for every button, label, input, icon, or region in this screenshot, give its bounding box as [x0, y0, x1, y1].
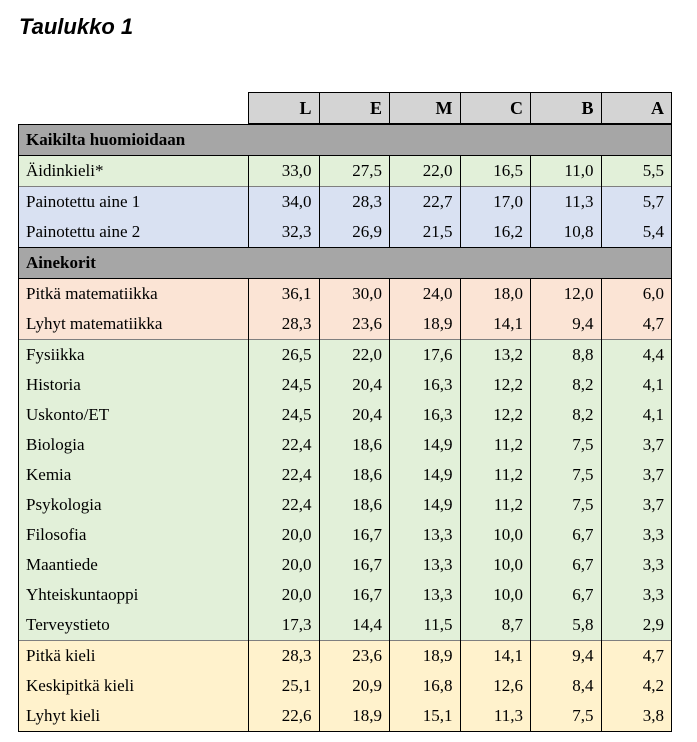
- page-title: Taulukko 1: [19, 14, 134, 39]
- score-cell: 6,7: [531, 520, 602, 550]
- score-cell: 23,6: [319, 309, 390, 340]
- score-cell: 18,6: [319, 490, 390, 520]
- table-row: [19, 610, 672, 641]
- score-cell: 5,8: [531, 610, 602, 641]
- score-cell: 6,7: [531, 550, 602, 580]
- score-cell: 8,7: [460, 610, 531, 641]
- table-row: [19, 580, 672, 610]
- score-cell: 11,2: [460, 460, 531, 490]
- score-cell: 11,5: [390, 610, 461, 641]
- subject-name: Biologia: [19, 430, 249, 460]
- score-cell: 18,6: [319, 460, 390, 490]
- score-cell: 3,3: [601, 580, 672, 610]
- section-header-row: [19, 248, 672, 279]
- column-header: B: [531, 93, 602, 125]
- table-row: [19, 520, 672, 550]
- table-row: [19, 490, 672, 520]
- score-cell: 16,3: [390, 370, 461, 400]
- score-cell: 7,5: [531, 701, 602, 732]
- table-row: [19, 701, 672, 732]
- subject-name: Psykologia: [19, 490, 249, 520]
- column-header: A: [601, 93, 672, 125]
- table-row: [19, 279, 672, 310]
- section-header-row: [19, 124, 672, 156]
- score-cell: 10,8: [531, 217, 602, 248]
- column-header: M: [390, 93, 461, 125]
- subject-name: Fysiikka: [19, 340, 249, 371]
- score-cell: 11,2: [460, 430, 531, 460]
- score-cell: 30,0: [319, 279, 390, 310]
- score-cell: 8,8: [531, 340, 602, 371]
- score-table: [18, 92, 672, 732]
- score-cell: 14,4: [319, 610, 390, 641]
- score-cell: 5,4: [601, 217, 672, 248]
- score-cell: 12,2: [460, 370, 531, 400]
- table-row: [19, 550, 672, 580]
- table-row: [19, 309, 672, 340]
- score-cell: 13,3: [390, 520, 461, 550]
- table-row: [19, 641, 672, 672]
- score-cell: 11,2: [460, 490, 531, 520]
- score-cell: 16,2: [460, 217, 531, 248]
- score-cell: 32,3: [249, 217, 320, 248]
- score-cell: 7,5: [531, 490, 602, 520]
- score-cell: 12,0: [531, 279, 602, 310]
- score-cell: 8,4: [531, 671, 602, 701]
- score-cell: 16,5: [460, 156, 531, 187]
- score-cell: 17,6: [390, 340, 461, 371]
- table-row: [19, 430, 672, 460]
- score-cell: 15,1: [390, 701, 461, 732]
- score-cell: 14,9: [390, 430, 461, 460]
- score-cell: 24,5: [249, 400, 320, 430]
- score-cell: 28,3: [249, 309, 320, 340]
- subject-name: Lyhyt matematiikka: [19, 309, 249, 340]
- subject-name: Painotettu aine 1: [19, 187, 249, 218]
- score-cell: 4,1: [601, 370, 672, 400]
- subject-name: Pitkä matematiikka: [19, 279, 249, 310]
- score-cell: 13,2: [460, 340, 531, 371]
- table-row: [19, 400, 672, 430]
- score-cell: 11,0: [531, 156, 602, 187]
- score-cell: 20,0: [249, 580, 320, 610]
- column-header: L: [249, 93, 320, 125]
- subject-name: Kemia: [19, 460, 249, 490]
- score-cell: 8,2: [531, 400, 602, 430]
- header-corner: [19, 93, 249, 125]
- score-cell: 8,2: [531, 370, 602, 400]
- table-row: [19, 187, 672, 218]
- score-cell: 12,6: [460, 671, 531, 701]
- table-row: [19, 340, 672, 371]
- score-cell: 16,7: [319, 550, 390, 580]
- score-cell: 11,3: [531, 187, 602, 218]
- score-cell: 13,3: [390, 550, 461, 580]
- subject-name: Yhteiskuntaoppi: [19, 580, 249, 610]
- score-cell: 3,7: [601, 490, 672, 520]
- score-cell: 5,5: [601, 156, 672, 187]
- score-cell: 9,4: [531, 641, 602, 672]
- score-cell: 20,0: [249, 550, 320, 580]
- score-cell: 16,8: [390, 671, 461, 701]
- score-cell: 9,4: [531, 309, 602, 340]
- score-cell: 10,0: [460, 580, 531, 610]
- score-cell: 14,1: [460, 641, 531, 672]
- subject-name: Terveystieto: [19, 610, 249, 641]
- section-label: Ainekorit: [19, 248, 672, 279]
- score-cell: 27,5: [319, 156, 390, 187]
- section-label: Kaikilta huomioidaan: [19, 124, 672, 156]
- column-header: E: [319, 93, 390, 125]
- score-cell: 4,2: [601, 671, 672, 701]
- table-row: [19, 217, 672, 248]
- subject-name: Historia: [19, 370, 249, 400]
- score-cell: 24,0: [390, 279, 461, 310]
- score-cell: 4,4: [601, 340, 672, 371]
- score-cell: 25,1: [249, 671, 320, 701]
- score-cell: 14,9: [390, 490, 461, 520]
- score-cell: 18,0: [460, 279, 531, 310]
- score-cell: 20,0: [249, 520, 320, 550]
- score-cell: 16,7: [319, 520, 390, 550]
- score-cell: 7,5: [531, 430, 602, 460]
- score-cell: 16,7: [319, 580, 390, 610]
- score-cell: 7,5: [531, 460, 602, 490]
- score-cell: 4,7: [601, 641, 672, 672]
- score-cell: 23,6: [319, 641, 390, 672]
- score-cell: 33,0: [249, 156, 320, 187]
- table-row: [19, 156, 672, 187]
- subject-name: Äidinkieli*: [19, 156, 249, 187]
- score-cell: 4,7: [601, 309, 672, 340]
- score-cell: 20,4: [319, 370, 390, 400]
- score-cell: 21,5: [390, 217, 461, 248]
- score-cell: 18,9: [319, 701, 390, 732]
- score-cell: 14,9: [390, 460, 461, 490]
- score-cell: 22,7: [390, 187, 461, 218]
- score-cell: 22,4: [249, 490, 320, 520]
- score-cell: 6,7: [531, 580, 602, 610]
- score-cell: 22,6: [249, 701, 320, 732]
- score-cell: 3,7: [601, 460, 672, 490]
- score-cell: 22,4: [249, 430, 320, 460]
- score-cell: 26,5: [249, 340, 320, 371]
- score-cell: 18,9: [390, 309, 461, 340]
- subject-name: Maantiede: [19, 550, 249, 580]
- score-cell: 18,6: [319, 430, 390, 460]
- score-cell: 34,0: [249, 187, 320, 218]
- score-cell: 10,0: [460, 550, 531, 580]
- score-cell: 20,4: [319, 400, 390, 430]
- score-cell: 26,9: [319, 217, 390, 248]
- score-cell: 3,3: [601, 520, 672, 550]
- subject-name: Painotettu aine 2: [19, 217, 249, 248]
- score-cell: 6,0: [601, 279, 672, 310]
- score-cell: 16,3: [390, 400, 461, 430]
- table-body: [19, 124, 672, 732]
- score-cell: 22,4: [249, 460, 320, 490]
- subject-name: Lyhyt kieli: [19, 701, 249, 732]
- score-cell: 22,0: [390, 156, 461, 187]
- table-row: [19, 671, 672, 701]
- score-cell: 36,1: [249, 279, 320, 310]
- score-cell: 22,0: [319, 340, 390, 371]
- score-cell: 17,0: [460, 187, 531, 218]
- header-row: [19, 93, 672, 125]
- table-row: [19, 370, 672, 400]
- score-cell: 18,9: [390, 641, 461, 672]
- score-cell: 10,0: [460, 520, 531, 550]
- score-cell: 17,3: [249, 610, 320, 641]
- score-cell: 24,5: [249, 370, 320, 400]
- subject-name: Filosofia: [19, 520, 249, 550]
- score-cell: 14,1: [460, 309, 531, 340]
- table-row: [19, 460, 672, 490]
- score-cell: 3,8: [601, 701, 672, 732]
- score-cell: 5,7: [601, 187, 672, 218]
- score-cell: 3,7: [601, 430, 672, 460]
- score-cell: 13,3: [390, 580, 461, 610]
- score-cell: 4,1: [601, 400, 672, 430]
- score-cell: 12,2: [460, 400, 531, 430]
- subject-name: Uskonto/ET: [19, 400, 249, 430]
- table-header: [19, 93, 672, 125]
- score-cell: 11,3: [460, 701, 531, 732]
- score-cell: 2,9: [601, 610, 672, 641]
- subject-name: Pitkä kieli: [19, 641, 249, 672]
- column-header: C: [460, 93, 531, 125]
- score-cell: 3,3: [601, 550, 672, 580]
- score-cell: 28,3: [249, 641, 320, 672]
- subject-name: Keskipitkä kieli: [19, 671, 249, 701]
- score-cell: 20,9: [319, 671, 390, 701]
- score-cell: 28,3: [319, 187, 390, 218]
